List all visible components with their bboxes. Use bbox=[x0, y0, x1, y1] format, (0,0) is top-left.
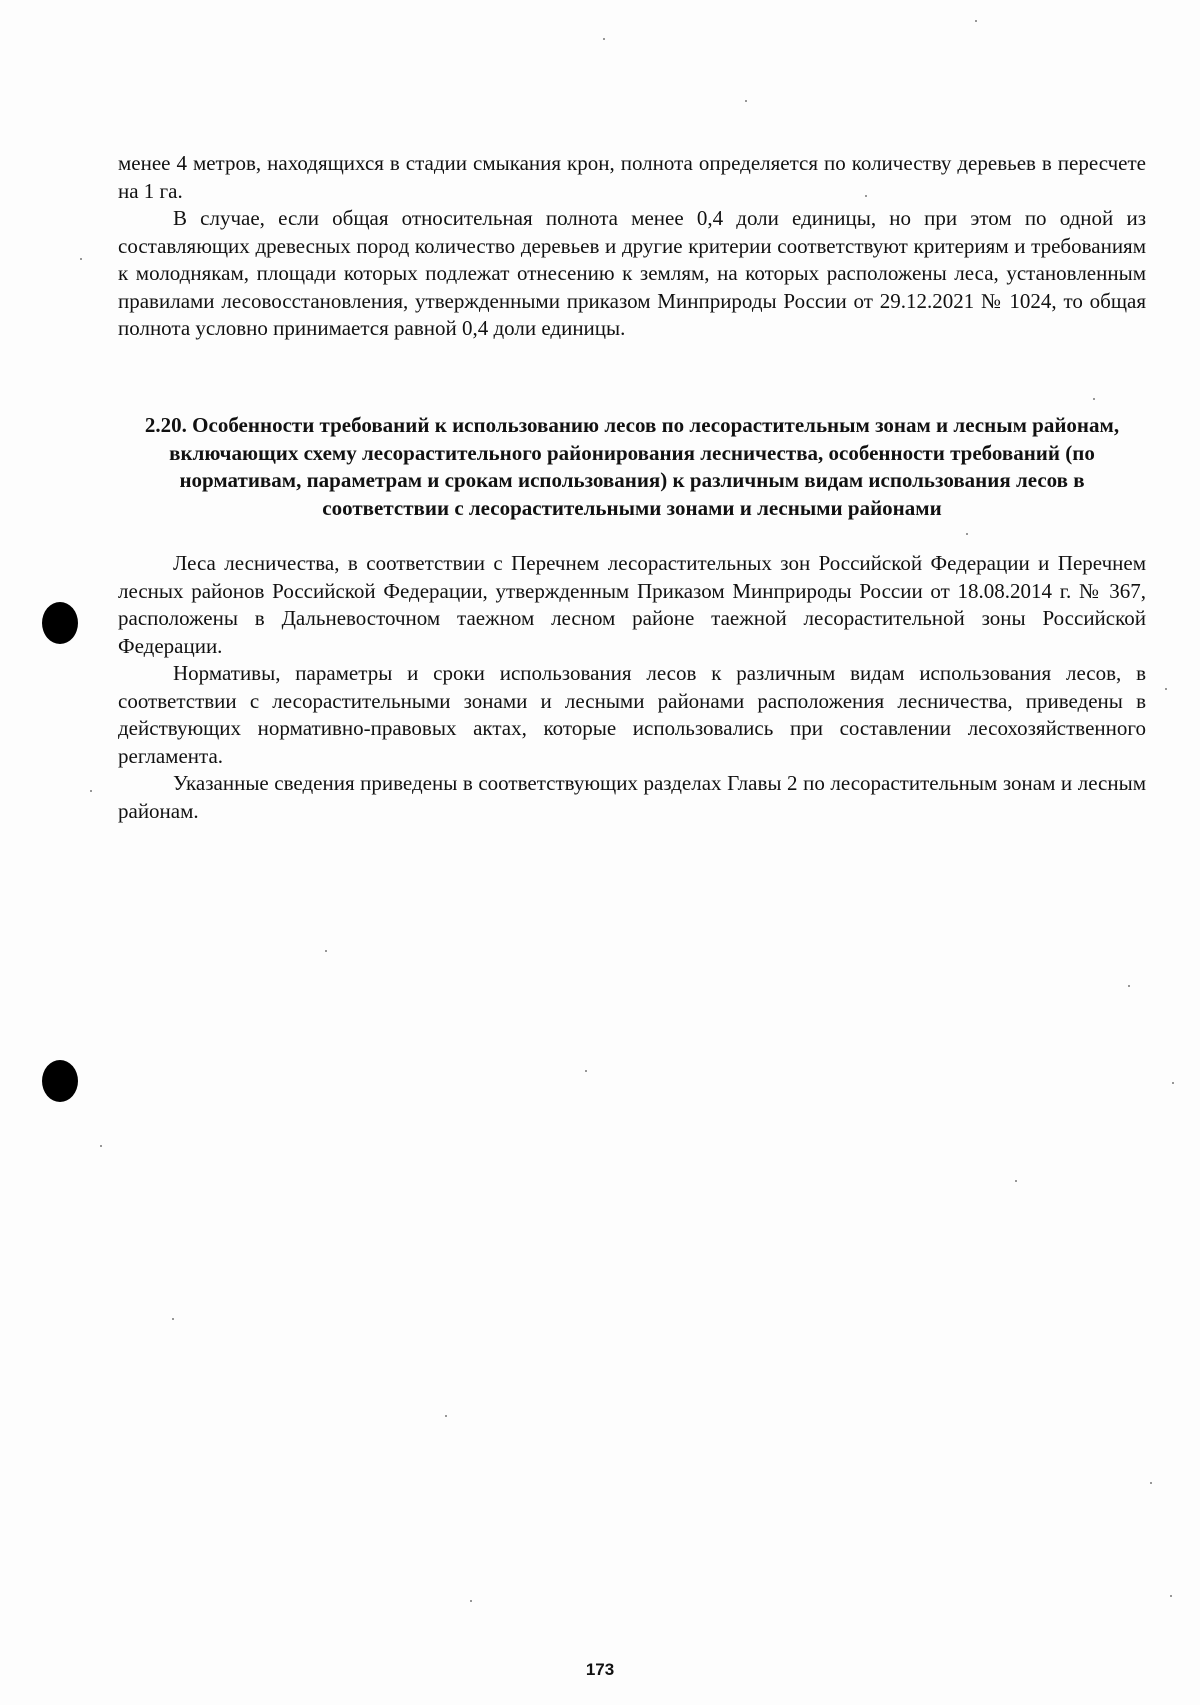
scan-speck bbox=[1172, 1082, 1174, 1084]
scan-speck bbox=[80, 258, 82, 260]
paragraph-references: Указанные сведения приведены в соответствующих разделах Главы 2 по лесорастительным зонам и лесным районам. bbox=[118, 771, 1146, 823]
paragraph-continuation: менее 4 метров, находящихся в стадии смыкания крон, полнота определяется по количеству деревьев в пересчете на 1 га. bbox=[118, 151, 1146, 203]
section-body-text bbox=[118, 550, 1146, 825]
scan-speck bbox=[745, 100, 747, 102]
scan-speck bbox=[1015, 1180, 1017, 1182]
scan-speck bbox=[603, 38, 605, 40]
scan-speck bbox=[172, 1318, 174, 1320]
paragraph-forest-zone: Леса лесничества, в соответствии с Перечнем лесорастительных зон Российской Федерации и Перечнем лесных районов Российской Федерации, утвержденным Приказом Минприроды России от 18.08.2014 г. № 367, расположены в Дальневосточном таежном лесном районе таежной лесорастительной зоны Российской Федерации. bbox=[118, 551, 1146, 658]
scan-speck bbox=[1128, 985, 1130, 987]
scan-speck bbox=[1170, 1595, 1172, 1597]
binder-punch-hole bbox=[42, 602, 78, 644]
paragraph-norms: Нормативы, параметры и сроки использования лесов к различным видам использования лесов, в соответствии с лесорастительными зонами и лесными районами расположения лесничества, приведены в действующих нормативно-правовых актах, которые использовались при составлении лесохозяйственного регламента. bbox=[118, 661, 1146, 768]
scan-speck bbox=[325, 950, 327, 952]
binder-punch-hole bbox=[42, 1060, 78, 1102]
scan-speck bbox=[1093, 398, 1095, 400]
scan-speck bbox=[585, 1070, 587, 1072]
scan-speck bbox=[966, 533, 968, 535]
scan-speck bbox=[975, 20, 977, 22]
scan-speck bbox=[100, 1145, 102, 1147]
page-number: 173 bbox=[585, 1660, 615, 1679]
scan-speck bbox=[865, 195, 867, 197]
scan-speck bbox=[470, 1600, 472, 1602]
scan-speck bbox=[445, 1415, 447, 1417]
scan-speck bbox=[1165, 688, 1167, 690]
intro-text-block bbox=[118, 150, 1146, 343]
scan-speck bbox=[1150, 1482, 1152, 1484]
section-heading: 2.20. Особенности требований к использованию лесов по лесорастительным зонам и лесным районам, включающих схему лесорастительного районирования лесничества, особенности требований (по нормативам, параметрам и срокам использования) к различным видам использования лесов в соответствии с лесорастительными зонами и лесными районами bbox=[144, 413, 1120, 520]
scan-speck bbox=[90, 790, 92, 792]
paragraph-density-rule: В случае, если общая относительная полнота менее 0,4 доли единицы, но при этом по одной из составляющих древесных пород количество деревьев и другие критерии соответствуют критериям и требованиям к молоднякам, площади которых подлежат отнесению к землям, на которых расположены леса, установленным правилами лесовосстановления, утвержденными приказом Минприроды России от 29.12.2021 № 1024, то общая полнота условно принимается равной 0,4 доли единицы. bbox=[118, 206, 1146, 340]
